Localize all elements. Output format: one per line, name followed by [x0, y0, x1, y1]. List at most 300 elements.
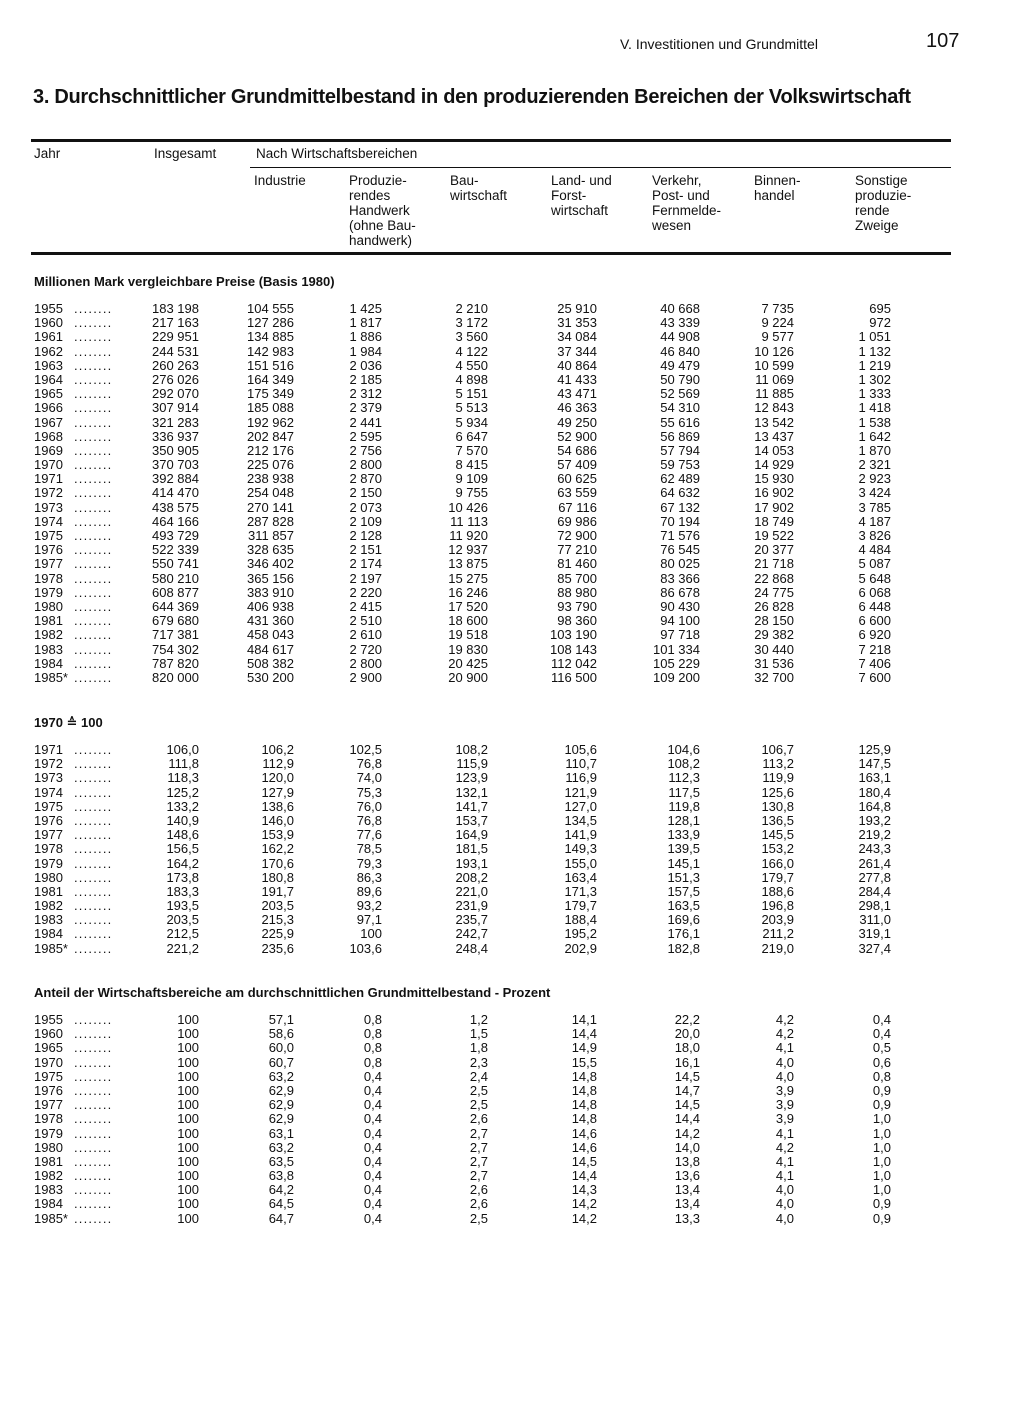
value-cell: 193,1 [455, 855, 488, 871]
value-cell: 8 415 [455, 457, 488, 473]
value-cell: 117,5 [668, 784, 700, 800]
value-cell: 365 156 [247, 570, 294, 586]
table-row [0, 302, 1024, 316]
value-cell: 171,3 [564, 883, 597, 899]
value-cell: 63,2 [268, 1139, 294, 1155]
dot-leader: ........ [74, 1210, 113, 1226]
value-cell: 64 632 [660, 485, 700, 501]
value-cell: 1,0 [872, 1168, 891, 1184]
value-cell: 2 312 [349, 386, 382, 402]
value-cell: 15 275 [448, 570, 488, 586]
value-cell: 311,0 [859, 912, 891, 928]
value-cell: 14,1 [571, 1012, 597, 1027]
value-cell: 298,1 [858, 898, 891, 914]
value-cell: 41 433 [557, 371, 597, 387]
year-cell: 1985* [34, 1210, 68, 1226]
value-cell: 1 886 [349, 329, 382, 345]
value-cell: 10 599 [754, 357, 794, 373]
value-cell: 153,9 [261, 827, 294, 843]
value-cell: 34 084 [557, 329, 597, 345]
value-cell: 163,4 [564, 869, 597, 885]
table-row [0, 885, 1024, 899]
column-header-binnenhandel: Binnen- handel [754, 173, 801, 203]
value-cell: 4,1 [775, 1153, 794, 1169]
dot-leader: ........ [74, 1040, 113, 1056]
value-cell: 16,1 [674, 1054, 700, 1070]
value-cell: 11 920 [449, 528, 488, 543]
year-cell: 1961 [34, 329, 63, 345]
year-cell: 1981 [34, 883, 63, 899]
value-cell: 104 555 [247, 301, 294, 316]
value-cell: 80 025 [660, 556, 700, 572]
value-cell: 100 [177, 1040, 199, 1056]
value-cell: 4,1 [775, 1125, 794, 1141]
value-cell: 136,5 [761, 812, 794, 828]
value-cell: 121,9 [564, 784, 597, 800]
value-cell: 115,9 [456, 756, 488, 772]
year-cell: 1969 [34, 442, 63, 458]
dot-leader: ........ [74, 641, 113, 657]
dot-leader: ........ [74, 1012, 113, 1027]
value-cell: 100 [177, 1054, 199, 1070]
value-cell: 83 366 [660, 570, 700, 586]
value-cell: 21 718 [754, 556, 794, 572]
table-row [0, 586, 1024, 600]
value-cell: 14,0 [674, 1139, 700, 1155]
value-cell: 14,6 [571, 1125, 597, 1141]
value-cell: 140,9 [166, 812, 199, 828]
year-cell: 1978 [34, 1111, 63, 1127]
value-cell: 139,5 [667, 841, 700, 857]
table-row [0, 458, 1024, 472]
value-cell: 26 828 [754, 598, 794, 614]
dot-leader: ........ [74, 598, 113, 614]
year-cell: 1982 [34, 627, 63, 643]
value-cell: 175 349 [247, 386, 294, 402]
value-cell: 695 [869, 301, 891, 316]
year-cell: 1965 [34, 1040, 63, 1056]
dot-leader: ........ [74, 812, 113, 828]
value-cell: 4,0 [775, 1054, 794, 1070]
year-cell: 1983 [34, 1182, 63, 1198]
dot-leader: ........ [74, 556, 113, 572]
value-cell: 193,2 [858, 812, 891, 828]
year-cell: 1977 [34, 827, 63, 843]
value-cell: 46 363 [557, 400, 597, 416]
value-cell: 2,6 [469, 1182, 488, 1198]
value-cell: 180,8 [261, 869, 294, 885]
value-cell: 679 680 [152, 613, 199, 629]
value-cell: 93,2 [356, 898, 382, 914]
table-row [0, 814, 1024, 828]
value-cell: 972 [869, 315, 891, 331]
dot-leader: ........ [74, 1082, 113, 1098]
value-cell: 203,9 [761, 912, 794, 928]
value-cell: 254 048 [247, 485, 294, 501]
value-cell: 9 577 [761, 329, 794, 345]
table-row [0, 871, 1024, 885]
value-cell: 113,2 [762, 756, 794, 772]
value-cell: 162,2 [261, 841, 294, 857]
table-row [0, 1027, 1024, 1041]
value-cell: 2 151 [349, 542, 382, 558]
value-cell: 100 [177, 1012, 199, 1027]
value-cell: 147,5 [858, 756, 891, 772]
table-row [0, 401, 1024, 415]
value-cell: 97 718 [660, 627, 700, 643]
value-cell: 62,9 [268, 1082, 294, 1098]
dot-leader: ........ [74, 912, 113, 928]
value-cell: 15 930 [754, 471, 794, 487]
value-cell: 63 559 [557, 485, 597, 501]
table-row [0, 472, 1024, 486]
value-cell: 14,8 [571, 1111, 597, 1127]
value-cell: 1 642 [858, 428, 891, 444]
value-cell: 76,8 [356, 812, 382, 828]
value-cell: 105,6 [564, 742, 597, 757]
year-cell: 1977 [34, 1097, 63, 1113]
value-cell: 127 286 [247, 315, 294, 331]
header-section-label: V. Investitionen und Grundmittel [620, 36, 818, 52]
dot-leader: ........ [74, 343, 113, 359]
value-cell: 219,2 [858, 827, 891, 843]
table-row [0, 600, 1024, 614]
value-cell: 170,6 [261, 855, 294, 871]
value-cell: 112 042 [550, 655, 597, 671]
value-cell: 125,6 [761, 784, 794, 800]
value-cell: 13,8 [674, 1153, 700, 1169]
value-cell: 336 937 [152, 428, 199, 444]
value-cell: 211,2 [762, 926, 794, 942]
value-cell: 243,3 [858, 841, 891, 857]
value-cell: 7 600 [858, 669, 891, 685]
value-cell: 1,5 [469, 1026, 488, 1042]
value-cell: 14,2 [571, 1196, 597, 1212]
value-cell: 163,5 [667, 898, 700, 914]
value-cell: 2 128 [349, 528, 382, 543]
table-row [0, 743, 1024, 757]
value-cell: 1 302 [858, 371, 891, 387]
value-cell: 464 166 [152, 513, 199, 529]
value-cell: 62 489 [660, 471, 700, 487]
value-cell: 100 [177, 1210, 199, 1226]
value-cell: 153,2 [761, 841, 794, 857]
value-cell: 6 920 [858, 627, 891, 643]
value-cell: 101 334 [653, 641, 700, 657]
value-cell: 2 109 [349, 513, 382, 529]
year-cell: 1982 [34, 898, 63, 914]
year-cell: 1983 [34, 641, 63, 657]
year-cell: 1965 [34, 386, 63, 402]
value-cell: 14,3 [571, 1182, 597, 1198]
value-cell: 0,4 [872, 1012, 891, 1027]
value-cell: 4,0 [775, 1196, 794, 1212]
value-cell: 580 210 [152, 570, 199, 586]
value-cell: 100 [177, 1153, 199, 1169]
value-cell: 37 344 [557, 343, 597, 359]
value-cell: 311 857 [247, 528, 294, 543]
value-cell: 2,5 [469, 1210, 488, 1226]
value-cell: 86,3 [356, 869, 382, 885]
value-cell: 238 938 [247, 471, 294, 487]
value-cell: 0,4 [363, 1068, 382, 1084]
value-cell: 16 902 [754, 485, 794, 501]
section-title: 1970 ≙ 100 [34, 715, 103, 730]
value-cell: 43 471 [557, 386, 597, 402]
value-cell: 644 369 [152, 598, 199, 614]
dot-leader: ........ [74, 898, 113, 914]
value-cell: 0,8 [363, 1026, 382, 1042]
year-cell: 1979 [34, 855, 63, 871]
value-cell: 77 210 [557, 542, 597, 558]
value-cell: 94 100 [660, 613, 700, 629]
value-cell: 100 [177, 1026, 199, 1042]
value-cell: 14,9 [571, 1040, 597, 1056]
value-cell: 0,6 [872, 1054, 891, 1070]
value-cell: 57 794 [660, 442, 700, 458]
year-cell: 1983 [34, 912, 63, 928]
value-cell: 4,2 [775, 1139, 794, 1155]
table-row [0, 387, 1024, 401]
value-cell: 57,1 [268, 1012, 294, 1027]
value-cell: 108,2 [455, 742, 488, 757]
year-cell: 1975 [34, 528, 63, 543]
year-cell: 1977 [34, 556, 63, 572]
dot-leader: ........ [74, 1168, 113, 1184]
table-row [0, 1056, 1024, 1070]
table-row [0, 486, 1024, 500]
value-cell: 5 934 [455, 414, 488, 430]
value-cell: 5 087 [858, 556, 891, 572]
year-cell: 1984 [34, 926, 63, 942]
value-cell: 5 648 [858, 570, 891, 586]
value-cell: 414 470 [152, 485, 199, 501]
year-cell: 1975 [34, 798, 63, 814]
value-cell: 100 [177, 1196, 199, 1212]
value-cell: 0,8 [363, 1012, 382, 1027]
table-row [0, 345, 1024, 359]
year-cell: 1976 [34, 542, 63, 558]
table-row [0, 515, 1024, 529]
value-cell: 29 382 [754, 627, 794, 643]
value-cell: 2 073 [349, 499, 382, 515]
top-rule [31, 139, 951, 142]
value-cell: 1 870 [858, 442, 891, 458]
value-cell: 100 [177, 1168, 199, 1184]
dot-leader: ........ [74, 584, 113, 600]
value-cell: 0,4 [363, 1168, 382, 1184]
value-cell: 212 176 [247, 442, 294, 458]
value-cell: 1,0 [872, 1182, 891, 1198]
value-cell: 4,1 [775, 1040, 794, 1056]
value-cell: 102,5 [349, 742, 382, 757]
value-cell: 88 980 [557, 584, 597, 600]
value-cell: 192 962 [247, 414, 294, 430]
section-title: Millionen Mark vergleichbare Preise (Basis 1980) [34, 274, 335, 289]
value-cell: 3 424 [858, 485, 891, 501]
value-cell: 64,5 [268, 1196, 294, 1212]
value-cell: 110,7 [565, 756, 597, 772]
value-cell: 2,7 [469, 1168, 488, 1184]
value-cell: 3 172 [455, 315, 488, 331]
value-cell: 1,0 [872, 1111, 891, 1127]
value-cell: 4,0 [775, 1182, 794, 1198]
value-cell: 56 869 [660, 428, 700, 444]
dot-leader: ........ [74, 485, 113, 501]
dot-leader: ........ [74, 1068, 113, 1084]
value-cell: 406 938 [247, 598, 294, 614]
value-cell: 1 817 [349, 315, 382, 331]
dot-leader: ........ [74, 528, 113, 543]
value-cell: 458 043 [247, 627, 294, 643]
year-cell: 1975 [34, 1068, 63, 1084]
value-cell: 100 [177, 1068, 199, 1084]
value-cell: 108 143 [550, 641, 597, 657]
value-cell: 820 000 [152, 669, 199, 685]
value-cell: 24 775 [754, 584, 794, 600]
value-cell: 63,5 [268, 1153, 294, 1169]
dot-leader: ........ [74, 784, 113, 800]
value-cell: 14,8 [571, 1097, 597, 1113]
value-cell: 3 826 [858, 528, 891, 543]
table-row [0, 1141, 1024, 1155]
value-cell: 1 425 [349, 301, 382, 316]
value-cell: 11 885 [755, 386, 794, 402]
value-cell: 74,0 [356, 770, 382, 786]
value-cell: 13,3 [674, 1210, 700, 1226]
value-cell: 0,4 [363, 1210, 382, 1226]
value-cell: 14,5 [571, 1153, 597, 1169]
value-cell: 12 843 [754, 400, 794, 416]
dot-leader: ........ [74, 570, 113, 586]
value-cell: 11 113 [450, 513, 488, 529]
value-cell: 0,5 [872, 1040, 891, 1056]
value-cell: 10 126 [754, 343, 794, 359]
value-cell: 60,0 [268, 1040, 294, 1056]
dot-leader: ........ [74, 742, 113, 757]
year-cell: 1973 [34, 499, 63, 515]
value-cell: 7 406 [858, 655, 891, 671]
value-cell: 7 735 [761, 301, 794, 316]
value-cell: 3,9 [775, 1097, 794, 1113]
table-row [0, 757, 1024, 771]
value-cell: 1,2 [469, 1012, 488, 1027]
value-cell: 54 686 [557, 442, 597, 458]
value-cell: 2 379 [349, 400, 382, 416]
value-cell: 118,3 [167, 770, 199, 786]
year-cell: 1982 [34, 1168, 63, 1184]
value-cell: 508 382 [247, 655, 294, 671]
year-cell: 1968 [34, 428, 63, 444]
value-cell: 14 929 [754, 457, 794, 473]
value-cell: 22,2 [674, 1012, 700, 1027]
value-cell: 370 703 [152, 457, 199, 473]
dot-leader: ........ [74, 627, 113, 643]
value-cell: 132,1 [455, 784, 488, 800]
year-cell: 1985* [34, 940, 68, 956]
value-cell: 14,5 [674, 1068, 700, 1084]
dot-leader: ........ [74, 669, 113, 685]
table-row [0, 1197, 1024, 1211]
value-cell: 225 076 [247, 457, 294, 473]
value-cell: 64,7 [268, 1210, 294, 1226]
value-cell: 2,5 [469, 1097, 488, 1113]
value-cell: 6 448 [858, 598, 891, 614]
year-cell: 1967 [34, 414, 63, 430]
column-header-sonstige: Sonstige produzie- rende Zweige [855, 173, 912, 233]
value-cell: 18,0 [674, 1040, 700, 1056]
value-cell: 78,5 [356, 841, 382, 857]
value-cell: 100 [177, 1125, 199, 1141]
value-cell: 133,2 [166, 798, 199, 814]
value-cell: 14,2 [571, 1210, 597, 1226]
value-cell: 16 246 [448, 584, 488, 600]
value-cell: 196,8 [761, 898, 794, 914]
table-row [0, 800, 1024, 814]
dot-leader: ........ [74, 869, 113, 885]
year-cell: 1980 [34, 869, 63, 885]
value-cell: 212,5 [166, 926, 199, 942]
value-cell: 4 187 [858, 513, 891, 529]
dot-leader: ........ [74, 386, 113, 402]
year-cell: 1960 [34, 1026, 63, 1042]
value-cell: 20 377 [754, 542, 794, 558]
year-cell: 1979 [34, 1125, 63, 1141]
value-cell: 550 741 [152, 556, 199, 572]
value-cell: 63,8 [268, 1168, 294, 1184]
table-row [0, 628, 1024, 642]
value-cell: 44 908 [660, 329, 700, 345]
value-cell: 164,2 [166, 855, 199, 871]
value-cell: 49 250 [557, 414, 597, 430]
value-cell: 43 339 [660, 315, 700, 331]
value-cell: 202 847 [247, 428, 294, 444]
value-cell: 522 339 [152, 542, 199, 558]
table-row [0, 786, 1024, 800]
value-cell: 18 749 [754, 513, 794, 529]
value-cell: 276 026 [152, 371, 199, 387]
value-cell: 6 647 [455, 428, 488, 444]
year-cell: 1979 [34, 584, 63, 600]
value-cell: 109 200 [653, 669, 700, 685]
year-cell: 1984 [34, 1196, 63, 1212]
value-cell: 89,6 [356, 883, 382, 899]
value-cell: 151,3 [667, 869, 700, 885]
dot-leader: ........ [74, 940, 113, 956]
value-cell: 0,9 [872, 1210, 891, 1226]
value-cell: 67 132 [660, 499, 700, 515]
value-cell: 90 430 [660, 598, 700, 614]
value-cell: 119,8 [668, 798, 700, 814]
value-cell: 1 132 [858, 343, 891, 359]
value-cell: 2 220 [349, 584, 382, 600]
value-cell: 100 [177, 1111, 199, 1127]
value-cell: 19 522 [754, 528, 794, 543]
value-cell: 19 830 [448, 641, 488, 657]
dot-leader: ........ [74, 1054, 113, 1070]
value-cell: 3,9 [775, 1111, 794, 1127]
value-cell: 14,8 [571, 1082, 597, 1098]
value-cell: 284,4 [858, 883, 891, 899]
value-cell: 106,0 [166, 742, 199, 757]
value-cell: 81 460 [557, 556, 597, 572]
value-cell: 50 790 [660, 371, 700, 387]
column-header-insgesamt: Insgesamt [154, 146, 217, 161]
year-cell: 1978 [34, 841, 63, 857]
column-header-jahr: Jahr [34, 146, 61, 161]
dot-leader: ........ [74, 1153, 113, 1169]
value-cell: 202,9 [564, 940, 597, 956]
